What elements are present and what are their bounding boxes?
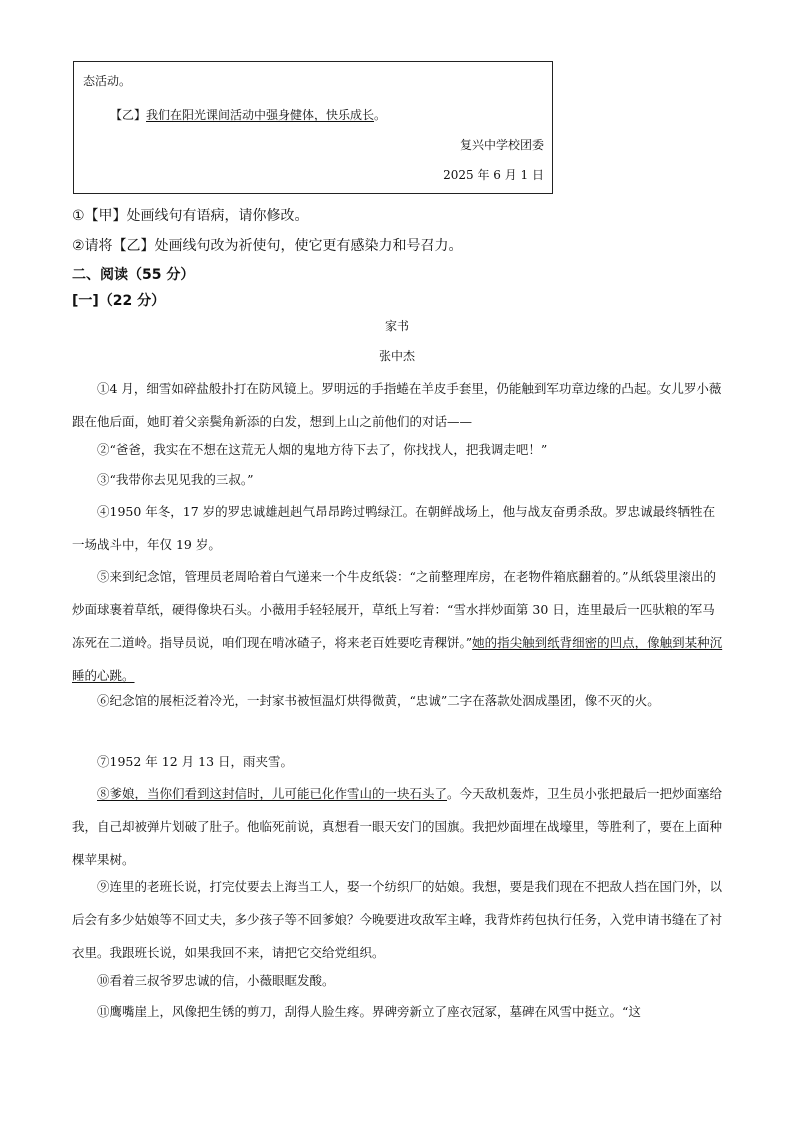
question-1: ①【甲】处画线句有语病，请你修改。 [72, 208, 309, 224]
paragraph-8-text: 。今天敌机轰炸，卫生员小张把最后一把炒面塞给我，自己却被弹片划破了肚子。他临死前说，真想看一眼天安门的国旗。我把炒面埋在战壕里，等胜利了，要在上面种棵苹果树。 [72, 786, 723, 867]
yi-label: 【乙】 [110, 108, 147, 122]
paragraph-10: ⑩看着三叔爷罗忠诚的信，小薇眼眶发酸。 [97, 973, 335, 988]
paragraph-3: ③“我带你去见见我的三叔。” [97, 472, 254, 487]
paragraph-7: ⑦1952 年 12 月 13 日，雨夹雪。 [97, 754, 293, 769]
notice-yi-line [110, 107, 386, 123]
paragraph-5 [72, 560, 723, 692]
article-title: 家书 [384, 319, 409, 333]
paragraph-9: ⑨连里的老班长说，打完仗要去上海当工人，娶一个纺织厂的姑娘。我想，要是我们现在不把敌人挡在国门外，以后会有多少姑娘等不回丈夫，多少孩子等不回爹娘？今晚要进攻敌军主峰，我背炸药包执行任务，入党申请书缝在了衬衣里。我跟班长说，如果我回不来，请把它交给党组织。 [72, 879, 723, 960]
notice-signature: 复兴中学校团委 [459, 138, 544, 152]
yi-end: 。 [374, 108, 387, 122]
paragraph-8 [72, 777, 723, 876]
yi-underlined-sentence: 我们在阳光课间活动中强身健体，快乐成长 [146, 108, 375, 122]
notice-date: 2025 年 6 月 1 日 [443, 168, 544, 182]
paragraph-8-underlined: ⑧爹娘，当你们看到这封信时，儿可能已化作雪山的一块石头了 [97, 786, 448, 801]
notice-box [73, 61, 553, 194]
paragraph-11: ⑪鹰嘴崖上，风像把生锈的剪刀，刮得人脸生疼。界碑旁新立了座衣冠冢，墓碑在风雪中挺立。“这 [97, 1004, 641, 1019]
paragraph-2: ②“爸爸，我实在不想在这荒无人烟的鬼地方待下去了，你找找人，把我调走吧！” [97, 442, 548, 457]
section-title: 二、阅读（55 分） [72, 267, 195, 283]
paragraph-6: ⑥纪念馆的展柜泛着冷光，一封家书被恒温灯烘得微黄，“忠诚”二字在落款处洇成墨团，像不灭的火。 [97, 693, 660, 708]
notice-line-1: 态活动。 [83, 74, 132, 88]
paragraph-5-text: ⑤来到纪念馆，管理员老周哈着白气递来一个牛皮纸袋：“之前整理库房，在老物件箱底翻着的。”从纸袋里滚出的炒面球裹着草纸，硬得像块石头。小薇用手轻轻展开，草纸上写着：“雪水拌炒面第 30 日，连里最后一匹驮粮的军马冻死在二道岭。指导员说，咱们现在啃冰碴子，将来老百姓要吃青稞饼。” [72, 569, 717, 650]
question-2: ②请将【乙】处画线句改为祈使句，使它更有感染力和号召力。 [72, 238, 463, 254]
paragraph-5-underlined: 她的指尖触到纸背细密的凹点，像触到某种沉睡的心跳。 [72, 635, 723, 683]
section-subtitle: [一]（22 分） [72, 293, 166, 309]
article-author: 张中杰 [378, 349, 415, 363]
paragraph-1: ①4 月，细雪如碎盐般扑打在防风镜上。罗明远的手指蜷在羊皮手套里，仍能触到军功章边缘的凸起。女儿罗小薇跟在他后面，她盯着父亲鬓角新添的白发，想到上山之前他们的对话—— [72, 381, 722, 429]
paragraph-4: ④1950 年冬，17 岁的罗忠诚雄赳赳气昂昂跨过鸭绿江。在朝鲜战场上，他与战友奋勇杀敌。罗忠诚最终牺牲在一场战斗中，年仅 19 岁。 [72, 504, 716, 552]
